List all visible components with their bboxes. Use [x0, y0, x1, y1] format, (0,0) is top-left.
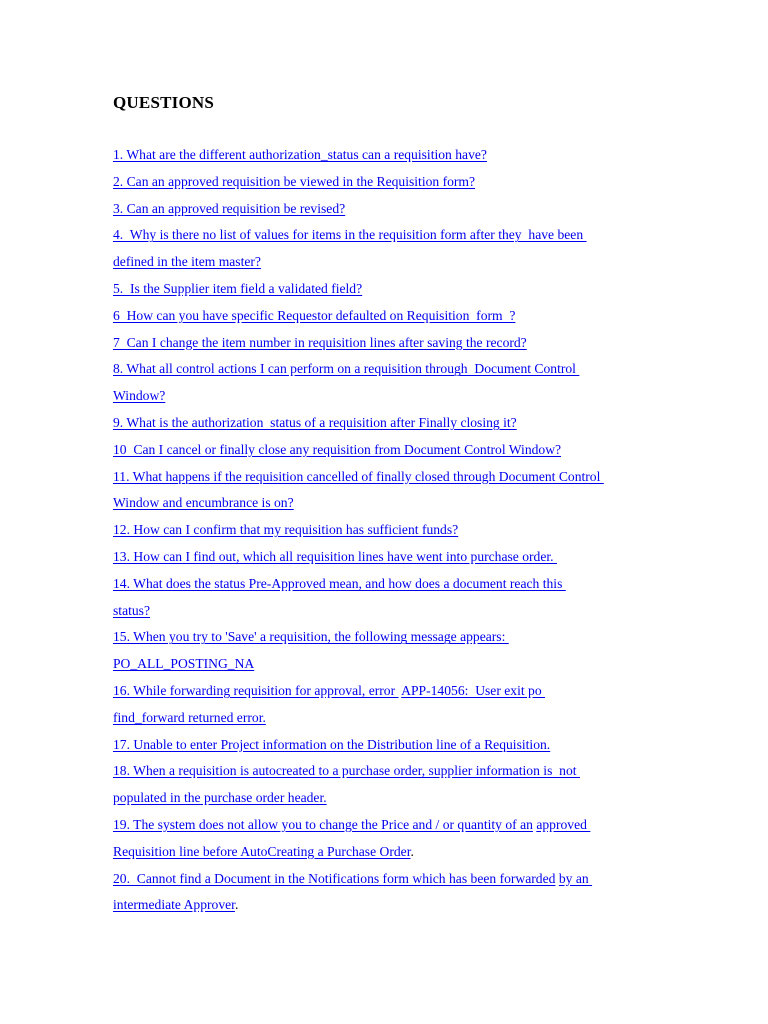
question-link[interactable]: 13. How can I find out, which all requisition lines have went into purchase order. [113, 548, 557, 564]
question-item [113, 544, 673, 571]
question-link[interactable]: 10 Can I cancel or finally close any requisition from Document Control Window? [113, 441, 562, 457]
question-item [113, 142, 673, 169]
question-line [113, 356, 673, 383]
question-item [113, 571, 673, 625]
question-link[interactable]: 1. What are the different authorization_status can a requisition have? [113, 147, 487, 162]
question-line [113, 571, 673, 598]
question-link[interactable]: 20. Cannot find a Document in the Notifications form which has been forwarded [113, 870, 556, 886]
question-item [113, 678, 673, 732]
question-item [113, 356, 673, 410]
question-line [113, 624, 673, 651]
question-link[interactable]: 3. Can an approved requisition be revised? [113, 200, 346, 216]
question-link[interactable]: 15. When you try to 'Save' a requisition, the following message appears: [113, 629, 509, 645]
question-line [113, 892, 673, 919]
question-line [113, 866, 673, 893]
question-link[interactable]: PO_ALL_POSTING_NA [113, 656, 255, 672]
question-item [113, 196, 673, 223]
question-link[interactable]: 7 Can I change the item number in requisition lines after saving the record? [113, 334, 527, 350]
question-line [113, 330, 673, 357]
question-link[interactable]: Requisition line before AutoCreating a Purchase Order [113, 843, 411, 859]
question-item [113, 303, 673, 330]
question-link[interactable]: populated in the purchase order header. [113, 790, 327, 806]
question-link[interactable]: 8. What all control actions I can perform on a requisition through Document Control [113, 361, 580, 377]
question-item [113, 732, 673, 759]
question-link[interactable]: Window and encumbrance is on? [113, 495, 294, 511]
question-link[interactable]: 4. Why is there no list of values for items in the requisition form after they have been [113, 227, 587, 243]
question-line [113, 222, 673, 249]
question-link[interactable]: 9. What is the authorization status of a requisition after Finally closing it? [113, 414, 517, 430]
question-link[interactable]: by an [558, 870, 593, 886]
question-line [113, 490, 673, 517]
question-item [113, 169, 673, 196]
question-item [113, 624, 673, 678]
question-link[interactable]: 18. When a requisition is autocreated to a purchase order, supplier information is not [113, 763, 580, 779]
question-link[interactable]: 16. While forwarding requisition for approval, error [113, 682, 399, 698]
question-line [113, 651, 673, 678]
question-item [113, 517, 673, 544]
question-line [113, 303, 673, 330]
question-item [113, 222, 673, 276]
question-line [113, 758, 673, 785]
question-line [113, 410, 673, 437]
question-link[interactable]: 14. What does the status Pre-Approved mean, and how does a document reach this [113, 575, 566, 591]
question-line [113, 598, 673, 625]
document-page [113, 92, 673, 919]
question-line [113, 544, 673, 571]
question-line [113, 169, 673, 196]
question-line [113, 383, 673, 410]
question-link[interactable]: APP-14056: User exit po [401, 682, 546, 698]
question-link[interactable]: 5. Is the Supplier item field a validated field? [113, 280, 363, 296]
question-link[interactable]: find_forward returned error. [113, 709, 266, 725]
question-line [113, 276, 673, 303]
question-line [113, 812, 673, 839]
question-line [113, 249, 673, 276]
question-list [113, 142, 673, 919]
question-link[interactable]: defined in the item master? [113, 254, 261, 270]
question-item [113, 330, 673, 357]
question-line [113, 785, 673, 812]
question-item [113, 464, 673, 518]
question-line [113, 464, 673, 491]
question-item [113, 758, 673, 812]
question-text: . [234, 897, 239, 913]
question-link[interactable]: Window? [113, 388, 166, 404]
question-text: . [410, 843, 414, 859]
question-link[interactable]: 2. Can an approved requisition be viewed in the Requisition form? [113, 173, 476, 189]
question-link[interactable]: approved [536, 816, 591, 832]
question-link[interactable]: 6 How can you have specific Requestor defaulted on Requisition form ? [113, 307, 516, 323]
question-link[interactable]: intermediate Approver [113, 897, 235, 913]
question-item [113, 812, 673, 866]
page-title: QUESTIONS [113, 93, 215, 112]
question-item [113, 437, 673, 464]
question-link[interactable]: 12. How can I confirm that my requisition has sufficient funds? [113, 522, 459, 538]
question-line [113, 678, 673, 705]
question-line [113, 705, 673, 732]
question-link[interactable]: 17. Unable to enter Project information on the Distribution line of a Requisition. [113, 736, 551, 752]
question-item [113, 410, 673, 437]
question-item [113, 866, 673, 920]
question-line [113, 437, 673, 464]
question-line [113, 839, 673, 866]
question-item [113, 276, 673, 303]
question-line [113, 732, 673, 759]
question-line [113, 196, 673, 223]
question-line [113, 517, 673, 544]
question-link[interactable]: status? [113, 602, 150, 618]
question-line [113, 142, 673, 169]
question-link[interactable]: 11. What happens if the requisition cancelled of finally closed through Document Control [113, 468, 604, 484]
question-link[interactable]: 19. The system does not allow you to change the Price and / or quantity of an [113, 816, 533, 832]
